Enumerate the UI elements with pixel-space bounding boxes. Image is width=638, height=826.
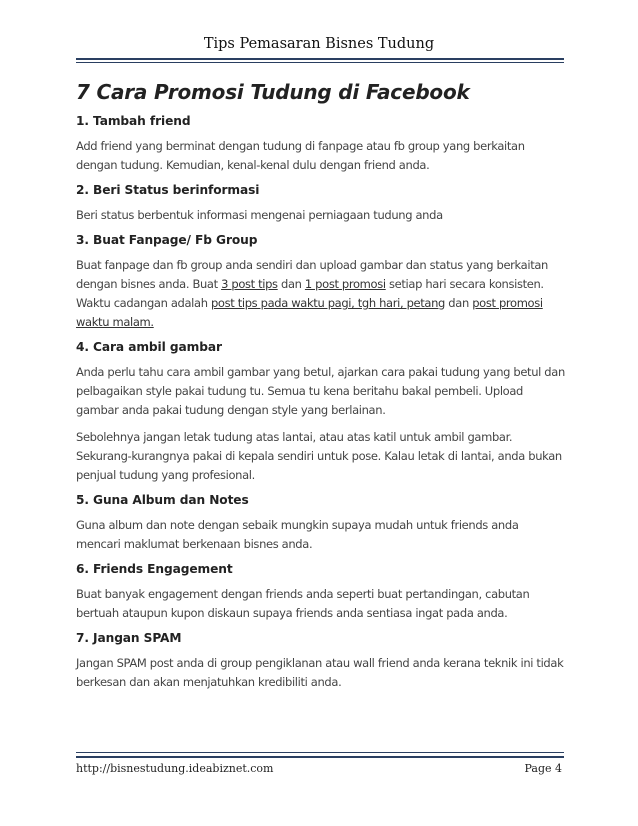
section-heading: 5. Guna Album dan Notes [76,493,249,507]
underlined-text: post promosi waktu malam. [76,296,543,329]
header-rule-thin [76,62,564,63]
paragraph: Buat banyak engagement dengan friends anda seperti buat pertandingan, cabutan bertuah ataupun kupon diskaun supaya friends anda sentiasa ingat pada anda. [76,587,530,620]
text-run: setiap hari secara konsisten. Waktu cadangan adalah [76,277,544,310]
section-heading: 4. Cara ambil gambar [76,340,222,354]
underlined-text: 1 post promosi [304,277,386,291]
text-run: Buat fanpage dan fb group anda sendiri dan upload gambar dan status yang berkaitan dengan bisnes anda. Buat [76,258,548,291]
paragraph: Sebolehnya jangan letak tudung atas lantai, atau atas katil untuk ambil gambar. Sekurang-kurangnya pakai di kepala sendiri untuk pose. Kalau letak di lantai, anda bukan penjual tudung yang profesional. [76,430,562,482]
paragraph: Beri status berbentuk informasi mengenai perniagaan tudung anda [76,208,443,222]
header-title: Tips Pemasaran Bisnes Tudung [203,36,435,52]
text-run: dan [277,277,305,291]
section-heading: 7. Jangan SPAM [76,631,182,645]
paragraph: Add friend yang berminat dengan tudung di fanpage atau fb group yang berkaitan dengan tudung. Kemudian, kenal-kenal dulu dengan friend anda. [76,139,525,172]
section-heading: 3. Buat Fanpage/ Fb Group [76,233,258,247]
section-heading: 6. Friends Engagement [76,562,233,576]
footer-url: http://bisnestudung.ideabiznet.com [76,762,274,775]
underlined-text: 3 post tips [221,277,278,291]
header-rule [76,58,564,60]
paragraph [76,256,566,332]
section-heading: 2. Beri Status berinformasi [76,183,260,197]
page-content [76,76,566,700]
paragraph: Guna album dan note dengan sebaik mungkin supaya mudah untuk friends anda mencari maklumat berkenaan bisnes anda. [76,518,519,551]
text-run: dan [445,296,473,310]
page-title: 7 Cara Promosi Tudung di Facebook [76,80,470,104]
paragraph: Anda perlu tahu cara ambil gambar yang betul, ajarkan cara pakai tudung yang betul dan pelbagaikan style pakai tudung tu. Semua tu kena beritahu bakal pembeli. Upload gambar anda pakai tudung dengan style yang berlainan. [76,365,565,417]
page-number: Page 4 [524,762,562,775]
section-heading: 1. Tambah friend [76,114,191,128]
paragraph: Jangan SPAM post anda di group pengiklanan atau wall friend anda kerana teknik ini tidak berkesan dan akan menjatuhkan kredibiliti anda. [76,656,564,689]
footer-rule [76,756,564,758]
underlined-text: post tips pada waktu pagi, tgh hari, petang [210,296,445,310]
footer-rule-thin [76,752,564,753]
